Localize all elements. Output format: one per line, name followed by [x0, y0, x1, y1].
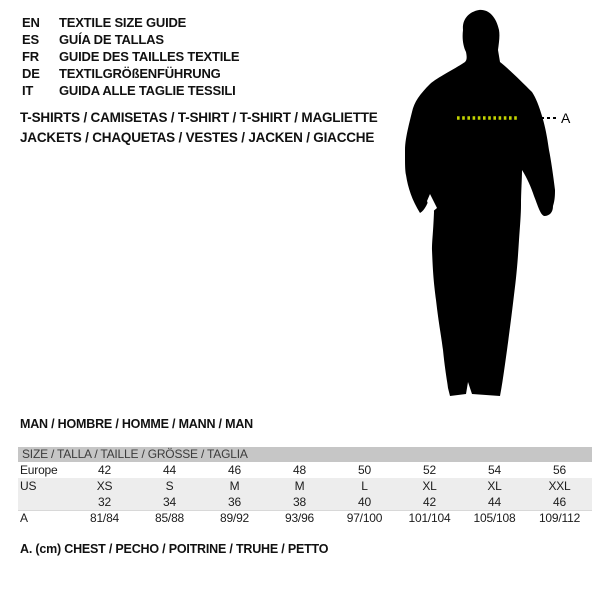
language-label: GUIDA ALLE TAGLIE TESSILI [59, 83, 236, 98]
table-cell: 81/84 [89, 511, 120, 525]
language-row-fr [22, 48, 239, 65]
table-cell: 46 [228, 463, 241, 477]
table-cell: 109/112 [538, 511, 581, 525]
table-cell: 54 [488, 463, 501, 477]
size-table-header: SIZE / TALLA / TAILLE / GRÖSSE / TAGLIA [18, 447, 592, 462]
language-row-es [22, 31, 239, 48]
table-row-europe [18, 462, 592, 478]
table-cell: S [165, 479, 174, 493]
table-cell: 97/100 [346, 511, 383, 525]
language-code: EN [22, 15, 40, 30]
language-code: IT [22, 83, 34, 98]
language-code: FR [22, 49, 39, 64]
measure-label-a: A [561, 110, 571, 126]
table-cell: 89/92 [219, 511, 250, 525]
category-jackets: JACKETS / CHAQUETAS / VESTES / JACKEN / GIACCHE [20, 130, 375, 145]
table-row-unlabeled [18, 494, 592, 510]
table-cell: XS [96, 479, 113, 493]
table-cell: 36 [228, 495, 241, 509]
row-label [18, 494, 72, 510]
language-row-de [22, 65, 239, 82]
language-row-it [22, 82, 239, 99]
row-label: A [20, 511, 28, 525]
table-cell: 52 [423, 463, 436, 477]
chest-footnote: A. (cm) CHEST / PECHO / POITRINE / TRUHE / PETTO [20, 542, 329, 556]
man-silhouette-figure [400, 4, 585, 400]
table-cell: XL [422, 479, 437, 493]
table-cell: 40 [358, 495, 371, 509]
table-cell: 46 [553, 495, 566, 509]
size-table [18, 447, 592, 526]
table-cell: 93/96 [284, 511, 315, 525]
table-cell: 42 [98, 463, 111, 477]
row-label: Europe [20, 463, 58, 477]
language-code: DE [22, 66, 40, 81]
man-silhouette-icon [400, 4, 585, 400]
language-code: ES [22, 32, 39, 47]
language-label: GUIDE DES TAILLES TEXTILE [59, 49, 240, 64]
language-row-en [22, 14, 239, 31]
table-cell: 101/104 [408, 511, 451, 525]
table-cell: 48 [293, 463, 306, 477]
table-cell: 105/108 [473, 511, 516, 525]
section-title-man: MAN / HOMBRE / HOMME / MANN / MAN [20, 417, 253, 431]
garment-categories [20, 108, 378, 148]
table-cell: 38 [293, 495, 306, 509]
table-cell: 42 [423, 495, 436, 509]
table-row-a-chest [18, 510, 592, 526]
table-cell: XXL [548, 479, 571, 493]
table-cell: 34 [163, 495, 176, 509]
table-cell: 32 [98, 495, 111, 509]
table-cell: L [361, 479, 368, 493]
language-label: TEXTILE SIZE GUIDE [59, 15, 187, 30]
row-label: US [20, 479, 37, 493]
language-label: GUÍA DE TALLAS [59, 32, 164, 47]
table-row-us [18, 478, 592, 494]
language-label: TEXTILGRÖßENFÜHRUNG [59, 66, 221, 81]
language-list [22, 14, 239, 99]
table-cell: 44 [488, 495, 501, 509]
table-cell: 85/88 [154, 511, 185, 525]
table-cell: 56 [553, 463, 566, 477]
table-cell: M [294, 479, 305, 493]
table-cell: 50 [358, 463, 371, 477]
category-tshirts: T-SHIRTS / CAMISETAS / T-SHIRT / T-SHIRT / MAGLIETTE [20, 110, 378, 125]
table-cell: 44 [163, 463, 176, 477]
table-cell: XL [487, 479, 502, 493]
table-cell: M [229, 479, 240, 493]
